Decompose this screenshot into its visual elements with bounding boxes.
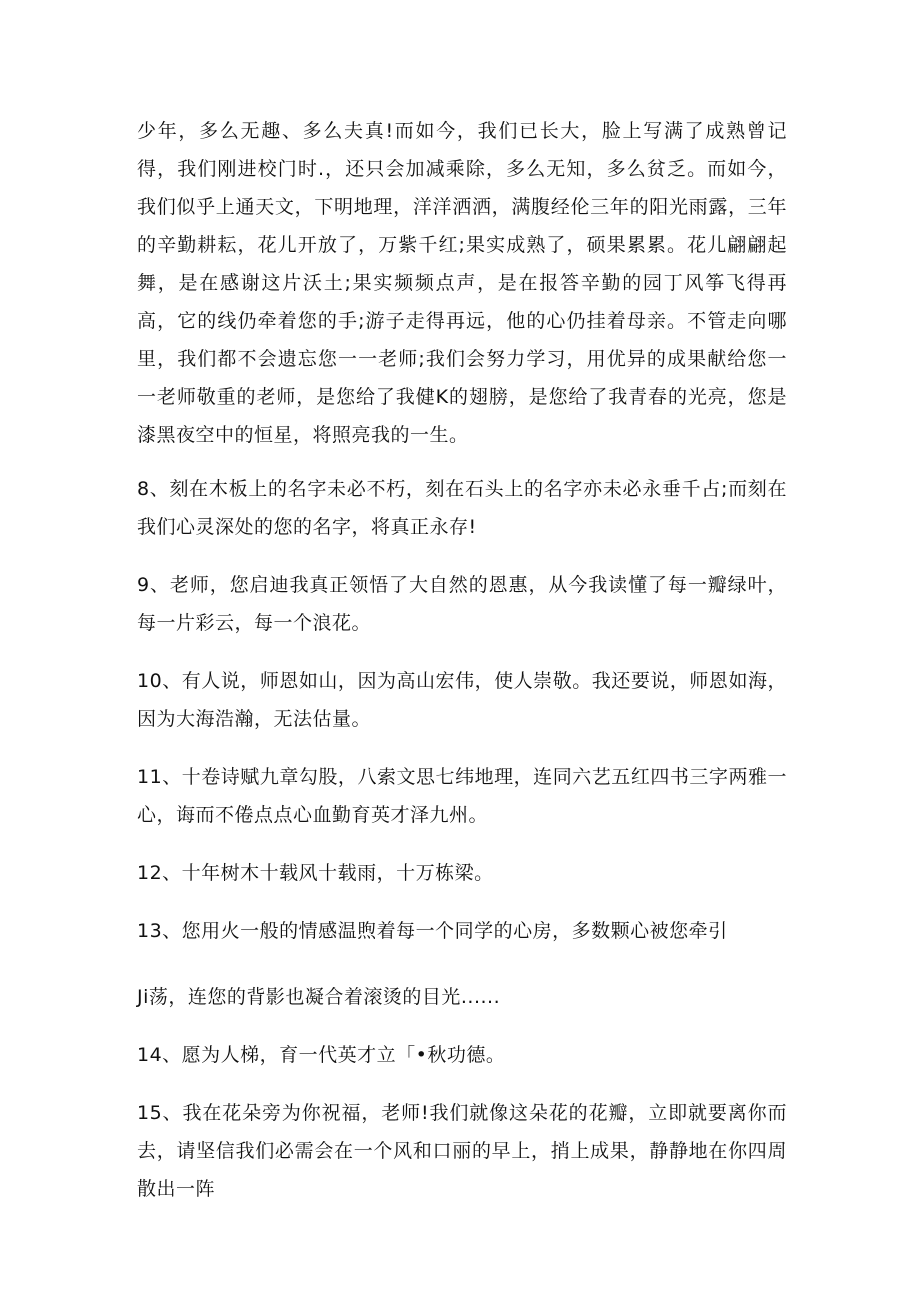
- paragraph-item-8: 8、刻在木板上的名字未必不朽，刻在石头上的名字亦未必永垂千占;而刻在我们心灵深处的您的名字，将真正永存!: [137, 478, 787, 538]
- document-body: [137, 112, 787, 1228]
- paragraph-item-9: 9、老师，您启迪我真正领悟了大自然的恩惠，从今我读懂了每一瓣绿叶，每一片彩云，每一个浪花。: [137, 574, 787, 634]
- paragraph-item-13: 13、您用火一般的情感温煦着每一个同学的心房，多数颗心被您牵引: [137, 920, 728, 942]
- paragraph-item-15: 15、我在花朵旁为你祝福，老师!我们就像这朵花的花瓣，立即就要离你而去，请坚信我们必需会在一个风和口丽的早上，捎上成果，静静地在你四周散出一阵: [137, 1102, 787, 1200]
- paragraph-item-11: 11、十卷诗赋九章勾股，八索文思七纬地理，连同六艺五红四书三字两雅一心，诲而不倦点点心血勤育英才泽九州。: [137, 766, 787, 826]
- paragraph-item-13-continued: Ji荡，连您的背影也凝合着滚烫的目光......: [137, 986, 501, 1008]
- paragraph-item-10: 10、有人说，师恩如山，因为高山宏伟，使人崇敬。我还要说，师恩如海，因为大海浩瀚，无法估量。: [137, 670, 787, 730]
- paragraph-item-12: 12、十年树木十载风十载雨，十万栋梁。: [137, 862, 494, 884]
- paragraph-intro: 少年，多么无趣、多么夫真!而如今，我们已长大，脸上写满了成熟曾记得，我们刚进校门时.，还只会加减乘除，多么无知，多么贫乏。而如今，我们似乎上通天文，下明地理，洋洋洒洒，满腹经伦三年的阳光雨露，三年的辛勤耕耘，花儿开放了，万紫千红;果实成熟了，硕果累累。花儿翩翩起舞，是在感谢这片沃土;果实频频点声，是在报答辛勤的园丁风筝飞得再高，它的线仍牵着您的手;游子走得再远，他的心仍挂着母亲。不管走向哪里，我们都不会遗忘您一一老师;我们会努力学习，用优异的成果献给您一一老师敬重的老师，是您给了我健K的翅膀，是您给了我青春的光亮，您是漆黑夜空中的恒星，将照亮我的一生。: [137, 120, 787, 446]
- paragraph-item-14: 14、愿为人梯，育一代英才立「•秋功德。: [137, 1044, 506, 1066]
